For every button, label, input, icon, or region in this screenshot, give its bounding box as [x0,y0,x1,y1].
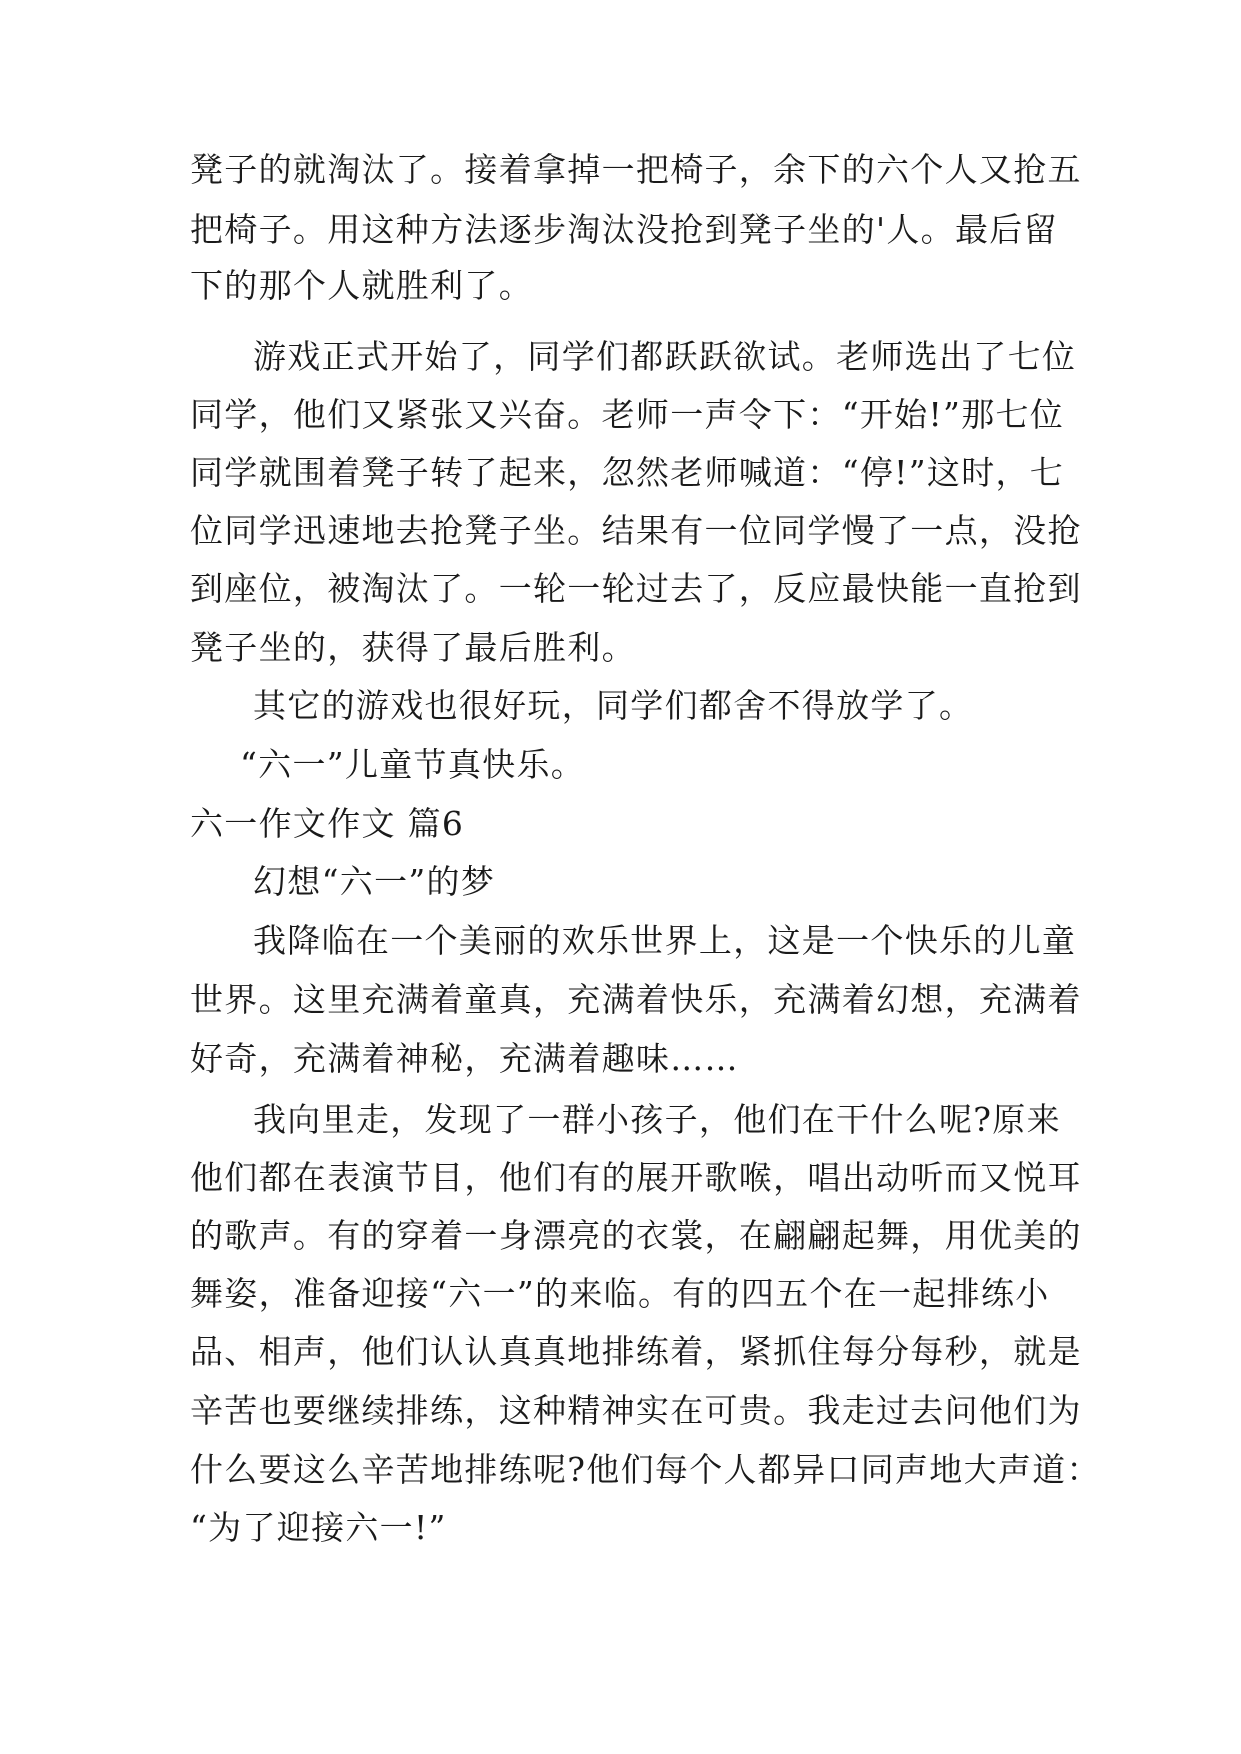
paragraph-line: “六一”儿童节真快乐。 [240,745,586,784]
paragraph-line: 舞姿，准备迎接“六一”的来临。有的四五个在一起排练小 [190,1274,1050,1313]
section-heading: 六一作文作文 篇6 [190,804,465,843]
paragraph-line: 位同学迅速地去抢凳子坐。结果有一位同学慢了一点，没抢 [190,511,1082,550]
paragraph-line: 世界。这里充满着童真，充满着快乐，充满着幻想，充满着 [190,980,1082,1019]
paragraph-line: 同学就围着凳子转了起来，忽然老师喊道：“停!”这时，七 [190,453,1065,492]
paragraph-line: 到座位，被淘汰了。一轮一轮过去了，反应最快能一直抢到 [190,569,1082,608]
paragraph-line: 他们都在表演节目，他们有的展开歌喉，唱出动听而又悦耳 [190,1158,1082,1197]
paragraph-line: 其它的游戏也很好玩，同学们都舍不得放学了。 [253,686,974,725]
paragraph-line: 辛苦也要继续排练，这种精神实在可贵。我走过去问他们为 [190,1391,1082,1430]
paragraph-line: 我降临在一个美丽的欢乐世界上，这是一个快乐的儿童 [253,921,1077,960]
essay-title: 幻想“六一”的梦 [253,862,496,901]
paragraph-line: 我向里走，发现了一群小孩子，他们在干什么呢?原来 [253,1100,1061,1139]
paragraph-line: 凳子坐的，获得了最后胜利。 [190,628,636,667]
paragraph-line: 凳子的就淘汰了。接着拿掉一把椅子，余下的六个人又抢五 [190,150,1082,189]
paragraph-line: 下的那个人就胜利了。 [190,266,533,305]
paragraph-line: 游戏正式开始了，同学们都跃跃欲试。老师选出了七位 [253,337,1077,376]
paragraph-line: “为了迎接六一!” [190,1508,447,1547]
paragraph-line: 品、相声，他们认认真真地排练着，紧抓住每分每秒，就是 [190,1332,1082,1371]
paragraph-line: 的歌声。有的穿着一身漂亮的衣裳，在翩翩起舞，用优美的 [190,1216,1082,1255]
paragraph-line: 把椅子。用这种方法逐步淘汰没抢到凳子坐的'人。最后留 [190,210,1058,249]
paragraph-line: 好奇，充满着神秘，充满着趣味…… [190,1039,739,1078]
paragraph-line: 同学，他们又紧张又兴奋。老师一声令下：“开始!”那七位 [190,395,1065,434]
paragraph-line: 什么要这么辛苦地排练呢?他们每个人都异口同声地大声道： [190,1450,1101,1489]
